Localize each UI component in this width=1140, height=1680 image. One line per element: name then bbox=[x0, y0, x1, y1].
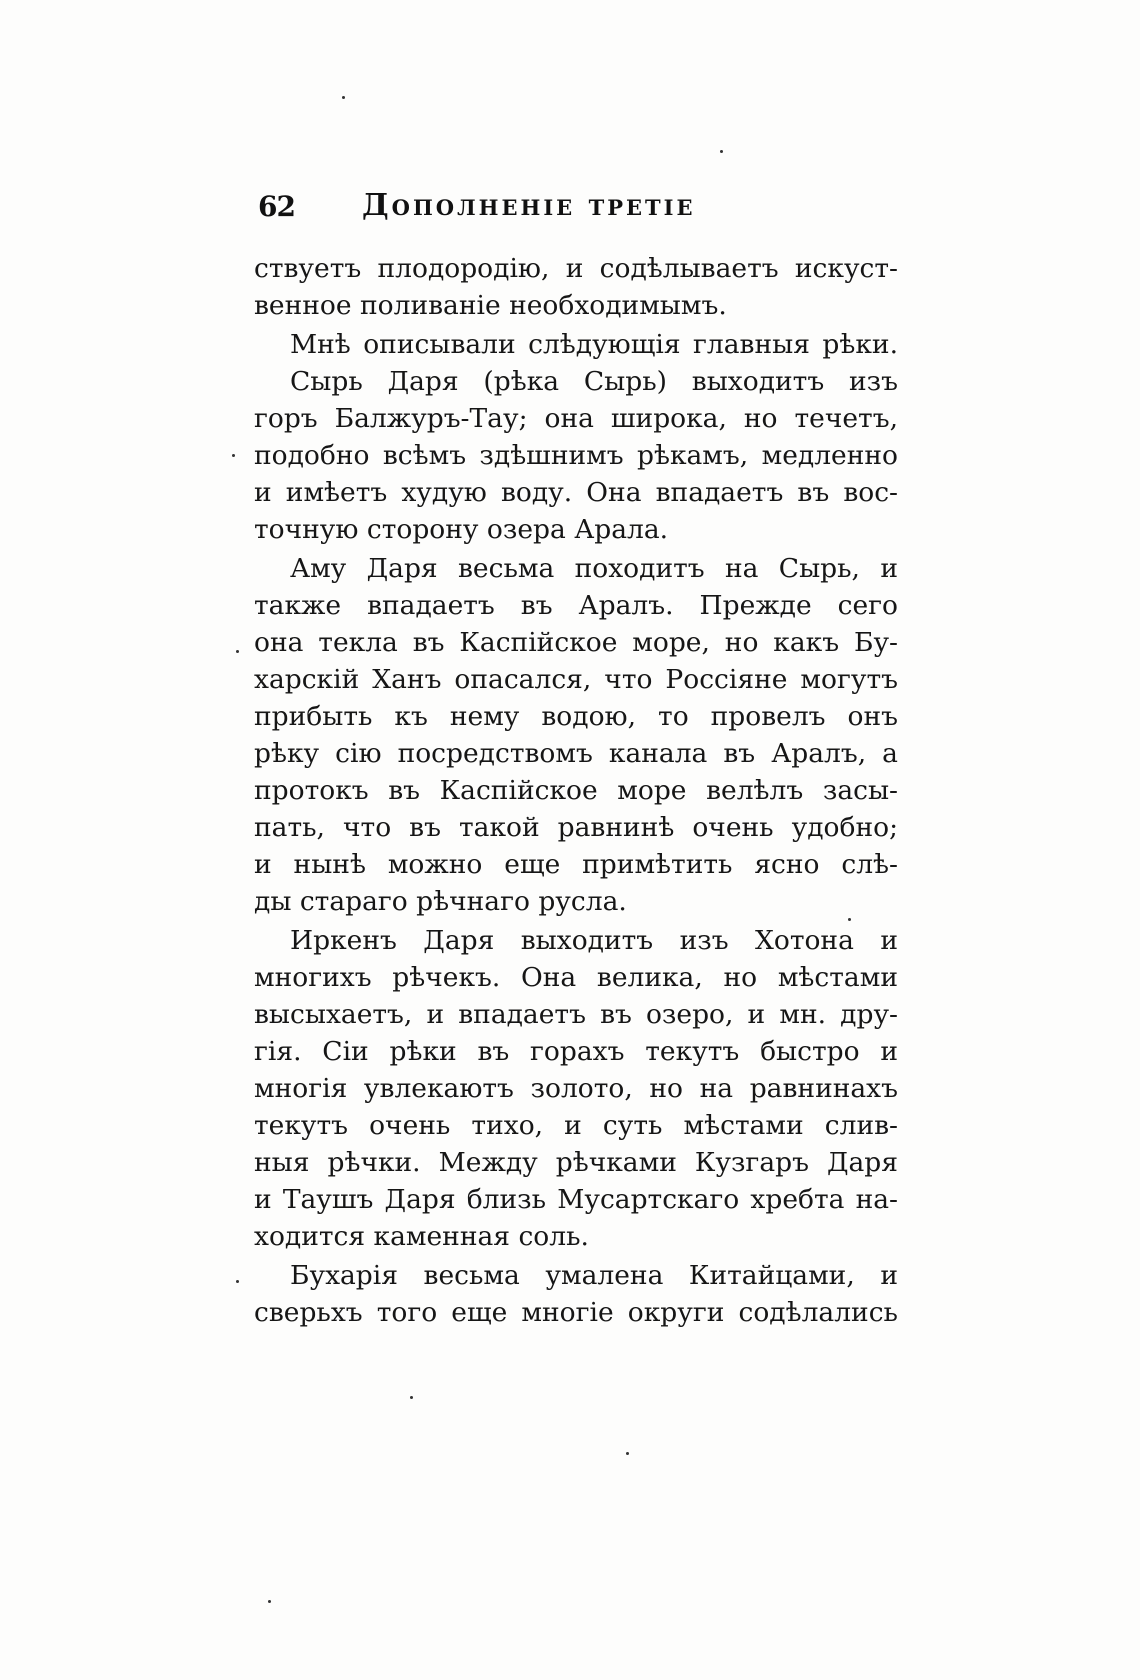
text-line: ды стараго рѣчнаго русла. bbox=[254, 886, 627, 917]
text-line: ныя рѣчки. Между рѣчками Кузгаръ Даря bbox=[254, 1147, 898, 1178]
text-line: она текла въ Каспійское море, но какъ Бу- bbox=[254, 627, 898, 658]
paragraph-start-line: Бухарія весьма умалена Китайцами, и bbox=[290, 1260, 898, 1291]
body-text bbox=[254, 250, 898, 1331]
text-line: гія. Сіи рѣки въ горахъ текутъ быстро и bbox=[254, 1036, 898, 1067]
page-header bbox=[258, 186, 898, 236]
text-line: подобно всѣмъ здѣшнимъ рѣкамъ, медленно bbox=[254, 440, 898, 471]
text-line: рѣку сію посредствомъ канала въ Аралъ, а bbox=[254, 738, 898, 769]
text-line: горъ Балжуръ-Тау; она широка, но течетъ, bbox=[254, 403, 898, 434]
text-line: точную сторону озера Арала. bbox=[254, 514, 669, 545]
text-line: многія увлекаютъ золото, но на равнинахъ bbox=[254, 1073, 898, 1104]
text-line: харскій Ханъ опасался, что Россіяне могутъ bbox=[254, 664, 898, 695]
text-line: венное поливаніе необходимымъ. bbox=[254, 290, 727, 321]
scan-speck bbox=[232, 454, 235, 457]
scan-speck bbox=[410, 1396, 413, 1399]
text-line: и Таушъ Даря близь Мусартскаго хребта на- bbox=[254, 1184, 898, 1215]
scan-speck bbox=[236, 650, 239, 653]
scan-speck bbox=[268, 1600, 271, 1603]
text-line: прибыть къ нему водою, то провелъ онъ bbox=[254, 701, 898, 732]
paragraph-start-line: Аму Даря весьма походитъ на Сырь, и bbox=[290, 553, 898, 584]
paragraph-start-line: Иркенъ Даря выходитъ изъ Хотона и bbox=[290, 925, 898, 956]
text-line: протокъ въ Каспійское море велѣлъ засы- bbox=[254, 775, 898, 806]
paragraph-start-line: Сырь Даря (рѣка Сырь) выходитъ изъ bbox=[290, 366, 898, 397]
scan-speck bbox=[342, 96, 345, 99]
text-line: высыхаетъ, и впадаетъ въ озеро, и мн. дру- bbox=[254, 999, 898, 1030]
text-line: сверьхъ того еще многіе округи содѣлались bbox=[254, 1297, 898, 1328]
text-line: многихъ рѣчекъ. Она велика, но мѣстами bbox=[254, 962, 898, 993]
text-line: и имѣетъ худую воду. Она впадаетъ въ вос- bbox=[254, 477, 898, 508]
scan-speck bbox=[848, 918, 851, 921]
scan-speck bbox=[720, 150, 723, 153]
page-number: 62 bbox=[258, 190, 295, 223]
text-line: и нынѣ можно еще примѣтить ясно слѣ- bbox=[254, 849, 898, 880]
text-line: текутъ очень тихо, и суть мѣстами слив- bbox=[254, 1110, 898, 1141]
text-line: ствуетъ плодородію, и содѣлываетъ искуст- bbox=[254, 253, 898, 284]
text-line: также впадаетъ въ Аралъ. Прежде сего bbox=[254, 590, 898, 621]
text-line: пать, что въ такой равнинѣ очень удобно; bbox=[254, 812, 898, 843]
text-line: ходится каменная соль. bbox=[254, 1221, 589, 1252]
scan-speck bbox=[626, 1452, 629, 1455]
paragraph-start-line: Мнѣ описывали слѣдующія главныя рѣки. bbox=[290, 329, 898, 360]
running-head: Дополненіе третіе bbox=[362, 188, 696, 223]
scan-speck bbox=[236, 1280, 239, 1283]
